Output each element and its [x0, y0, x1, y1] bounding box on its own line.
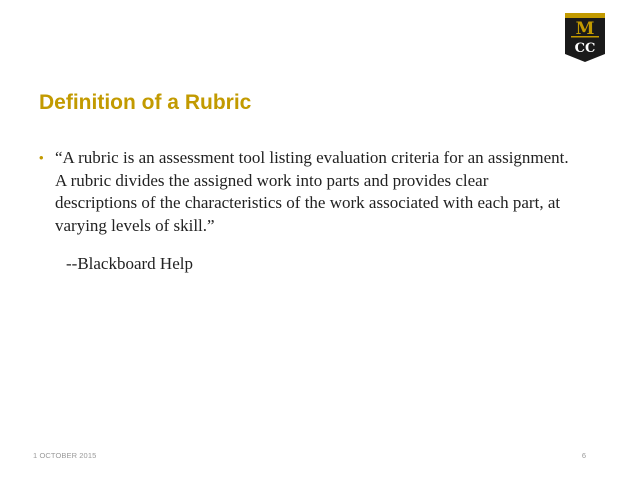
slide-title: Definition of a Rubric: [39, 91, 252, 114]
logo-bottom-letters: CC: [574, 41, 596, 56]
mcc-logo: [563, 10, 607, 64]
bullet-item: [39, 147, 569, 237]
mcc-shield-icon: [563, 10, 607, 64]
bullet-dot-icon: •: [39, 150, 44, 165]
bullet-list: [39, 147, 569, 237]
logo-top-letter: M: [575, 19, 595, 39]
footer-date: 1 OCTOBER 2015: [33, 451, 97, 460]
page-number: 6: [581, 451, 586, 460]
quote-attribution: --Blackboard Help: [66, 254, 193, 273]
bullet-text: “A rubric is an assessment tool listing evaluation criteria for an assignment. A rubric divides the assigned work into parts and provides clear descriptions of the characteristics of the work associated with each part, at varying levels of skill.”: [55, 148, 569, 235]
